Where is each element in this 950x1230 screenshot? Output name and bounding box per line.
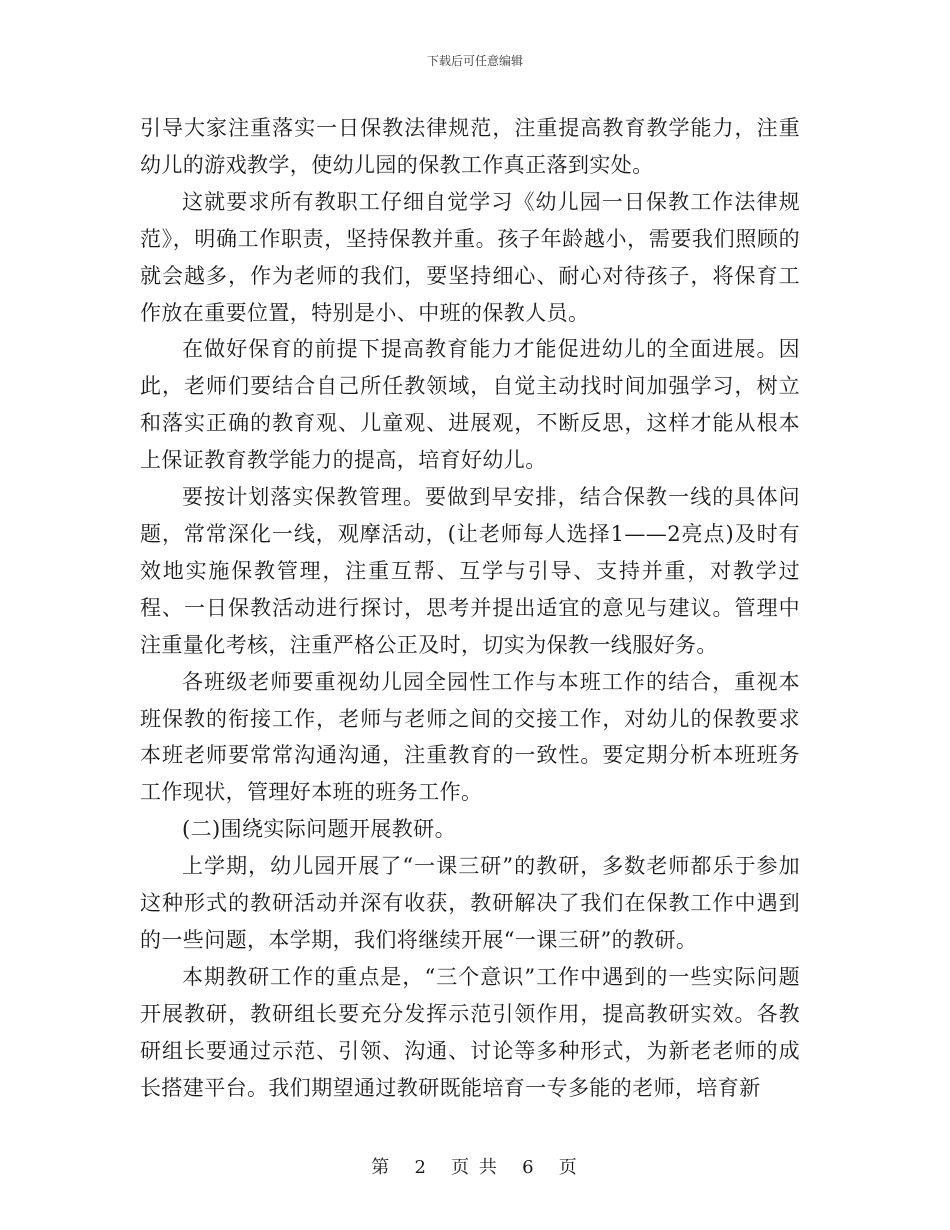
document-body bbox=[140, 110, 800, 1106]
paragraph-2: 这就要求所有教职工仔细自觉学习《幼儿园一日保教工作法律规范》，明确工作职责，坚持保教并重。孩子年龄越小，需要我们照顾的就会越多，作为老师的我们，要坚持细心、耐心对待孩子，将保育工作放在重要位置，特别是小、中班的保教人员。 bbox=[140, 189, 800, 325]
footer-suffix: 页 bbox=[558, 1157, 579, 1178]
header-text: 下载后可任意编辑 bbox=[426, 54, 523, 68]
footer-total-pages: 6 bbox=[522, 1157, 536, 1178]
page-footer bbox=[0, 1153, 950, 1179]
paragraph-4: 要按计划落实保教管理。要做到早安排，结合保教一线的具体问题，常常深化一线，观摩活动，(让老师每人选择1——2亮点)及时有效地实施保教管理，注重互帮、互学与引导、支持并重，对教学过程、一日保教活动进行探讨，思考并提出适宜的意见与建议。管理中注重量化考核，注重严格公正及时，切实为保教一线服好务。 bbox=[140, 485, 800, 657]
paragraph-3: 在做好保育的前提下提高教育能力才能促进幼儿的全面进展。因此，老师们要结合自己所任教领域，自觉主动找时间加强学习，树立和落实正确的教育观、儿童观、进展观，不断反思，这样才能从根本上保证教育教学能力的提高，培育好幼儿。 bbox=[140, 337, 800, 473]
paragraph-7: 本期教研工作的重点是，“三个意识”工作中遇到的一些实际问题开展教研，教研组长要充分发挥示范引领作用，提高教研实效。各教研组长要通过示范、引领、沟通、讨论等多种形式，为新老老师的成长搭建平台。我们期望通过教研既能培育一专多能的老师，培育新 bbox=[140, 964, 800, 1100]
paragraph-6: 上学期，幼儿园开展了“一课三研”的教研，多数老师都乐于参加这种形式的教研活动并深有收获，教研解决了我们在保教工作中遇到的一些问题，本学期，我们将继续开展“一课三研”的教研。 bbox=[140, 854, 800, 952]
paragraph-1: 引导大家注重落实一日保教法律规范，注重提高教育教学能力，注重幼儿的游戏教学，使幼儿园的保教工作真正落到实处。 bbox=[140, 116, 800, 177]
paragraph-5: 各班级老师要重视幼儿园全园性工作与本班工作的结合，重视本班保教的衔接工作，老师与老师之间的交接工作，对幼儿的保教要求本班老师要常常沟通沟通，注重教育的一致性。要定期分析本班班务工作现状，管理好本班的班务工作。 bbox=[140, 669, 800, 805]
section-heading-2: (二)围绕实际问题开展教研。 bbox=[182, 817, 456, 842]
footer-page-number: 2 bbox=[414, 1157, 428, 1178]
footer-prefix: 第 bbox=[371, 1157, 392, 1178]
page-header bbox=[0, 52, 950, 69]
footer-middle: 页 共 bbox=[451, 1157, 499, 1178]
